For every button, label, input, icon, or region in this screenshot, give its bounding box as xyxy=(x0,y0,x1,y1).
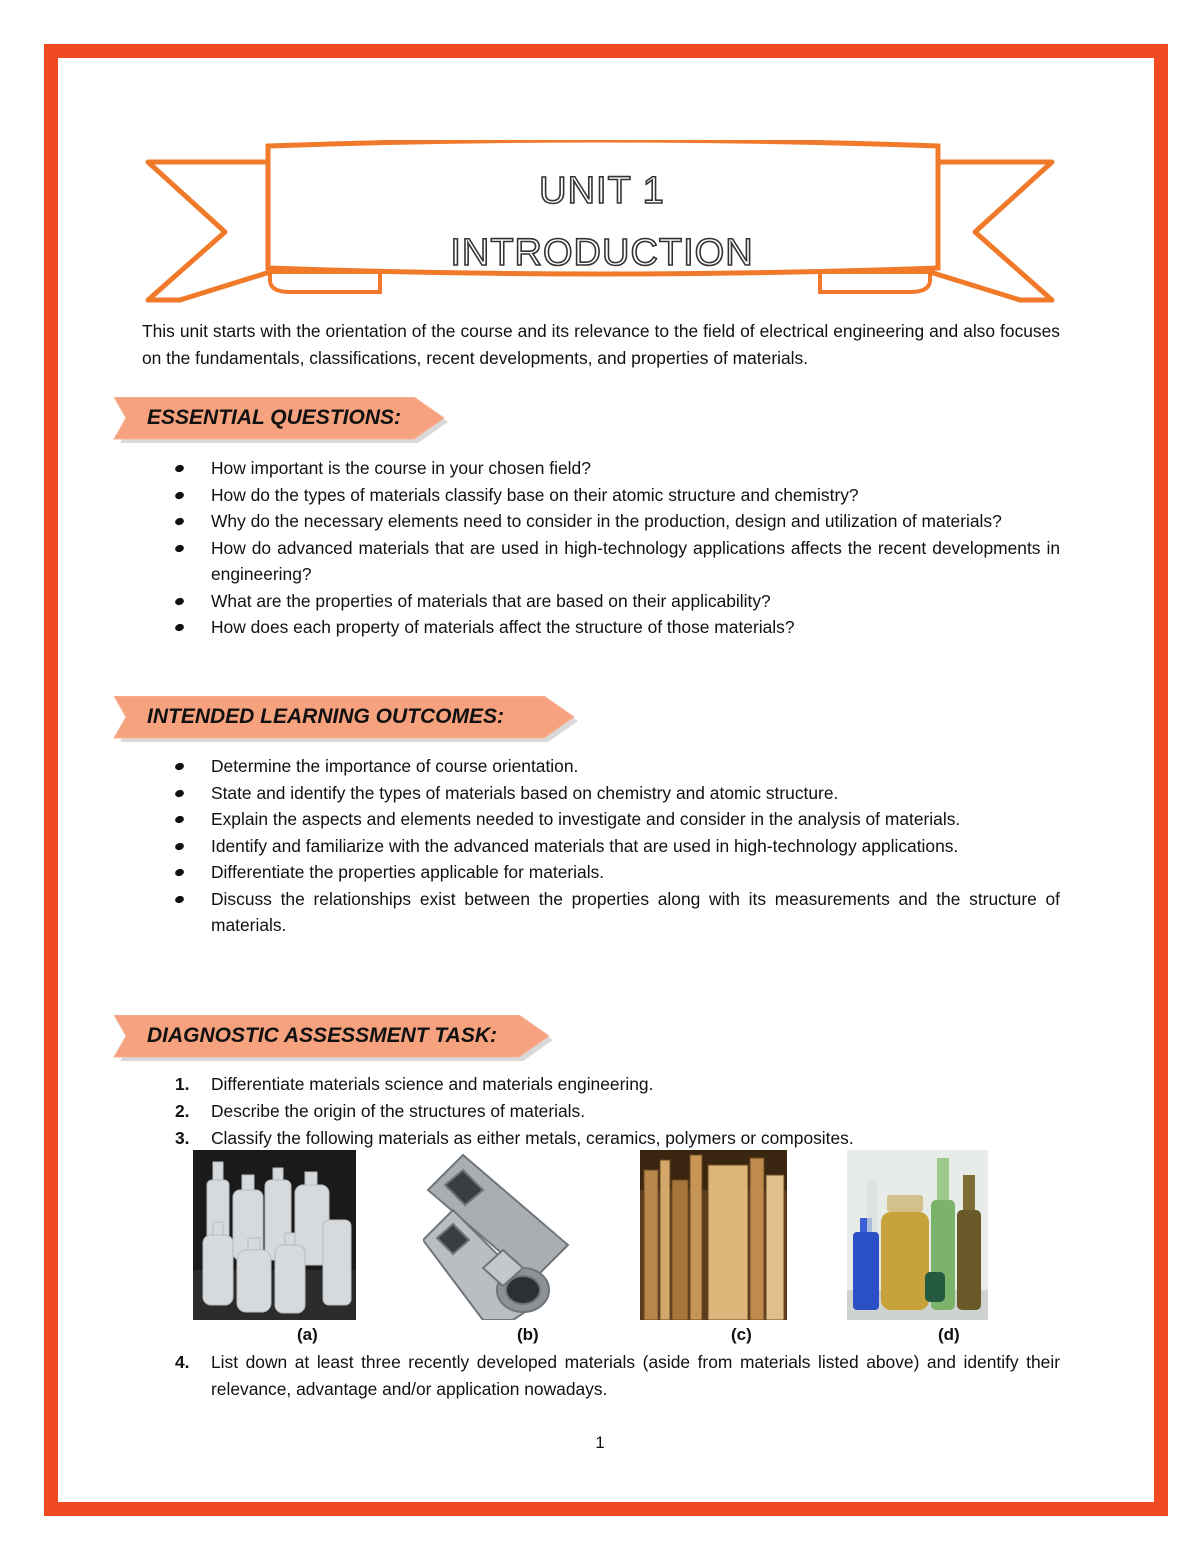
item-text: Classify the following materials as either metals, ceramics, polymers or composites. xyxy=(211,1128,854,1148)
list-item: How do the types of materials classify base on their atomic structure and chemistry? xyxy=(142,482,1060,509)
list-item: Identify and familiarize with the advanced materials that are used in high-technology applications. xyxy=(142,833,1060,860)
section-heading-text: INTENDED LEARNING OUTCOMES: xyxy=(147,705,504,728)
learning-outcomes-list xyxy=(142,753,1060,939)
list-item xyxy=(142,1125,1060,1152)
caption-d: (d) xyxy=(938,1325,960,1344)
essential-questions-list xyxy=(142,455,1060,641)
section-heading-text: DIAGNOSTIC ASSESSMENT TASK: xyxy=(147,1024,498,1047)
item-number: 3. xyxy=(175,1128,190,1148)
banner-title xyxy=(268,160,936,284)
image-wood-planks xyxy=(640,1150,787,1320)
list-item: State and identify the types of materials based on chemistry and atomic structure. xyxy=(142,780,1060,807)
diagnostic-heading xyxy=(110,1015,560,1061)
caption-a: (a) xyxy=(297,1325,318,1344)
item-text: List down at least three recently developed materials (aside from materials listed above) and identify their relevance, advantage and/or application nowadays. xyxy=(211,1352,1060,1399)
item-number: 1. xyxy=(175,1074,190,1094)
list-item xyxy=(142,1349,1060,1403)
list-item: How do advanced materials that are used in high-technology applications affects the recent developments in engineering? xyxy=(142,535,1060,588)
page-number: 1 xyxy=(595,1433,605,1452)
list-item: What are the properties of materials that are based on their applicability? xyxy=(142,588,1060,615)
caption-b: (b) xyxy=(517,1325,539,1344)
image-plastic-bottles xyxy=(193,1150,356,1320)
section-heading-text: ESSENTIAL QUESTIONS: xyxy=(147,406,401,429)
list-item: How does each property of materials affect the structure of those materials? xyxy=(142,614,1060,641)
list-item: Discuss the relationships exist between the properties along with its measurements and the structure of materials. xyxy=(142,886,1060,939)
item-number: 4. xyxy=(175,1352,190,1372)
unit-label: UNIT 1 xyxy=(539,170,665,212)
item-text: Differentiate materials science and materials engineering. xyxy=(211,1074,654,1094)
essential-questions-heading xyxy=(110,397,455,443)
list-item: How important is the course in your chosen field? xyxy=(142,455,1060,482)
item-text: Describe the origin of the structures of materials. xyxy=(211,1101,586,1121)
list-item: Differentiate the properties applicable for materials. xyxy=(142,859,1060,886)
image-glass-bottles xyxy=(847,1150,988,1320)
diagnostic-list-continued xyxy=(142,1349,1060,1403)
list-item: Why do the necessary elements need to consider in the production, design and utilization of materials? xyxy=(142,508,1060,535)
image-metal-tubes xyxy=(423,1150,573,1320)
item-number: 2. xyxy=(175,1101,190,1121)
unit-title: INTRODUCTION xyxy=(450,232,754,274)
list-item xyxy=(142,1098,1060,1125)
list-item xyxy=(142,1071,1060,1098)
list-item: Explain the aspects and elements needed to investigate and consider in the analysis of materials. xyxy=(142,806,1060,833)
learning-outcomes-heading xyxy=(110,696,585,742)
intro-paragraph: This unit starts with the orientation of the course and its relevance to the field of electrical engineering and also focuses on the fundamentals, classifications, recent developments, and properties of materials. xyxy=(142,321,1060,368)
list-item: Determine the importance of course orientation. xyxy=(142,753,1060,780)
diagnostic-list xyxy=(142,1071,1060,1152)
caption-c: (c) xyxy=(731,1325,752,1344)
